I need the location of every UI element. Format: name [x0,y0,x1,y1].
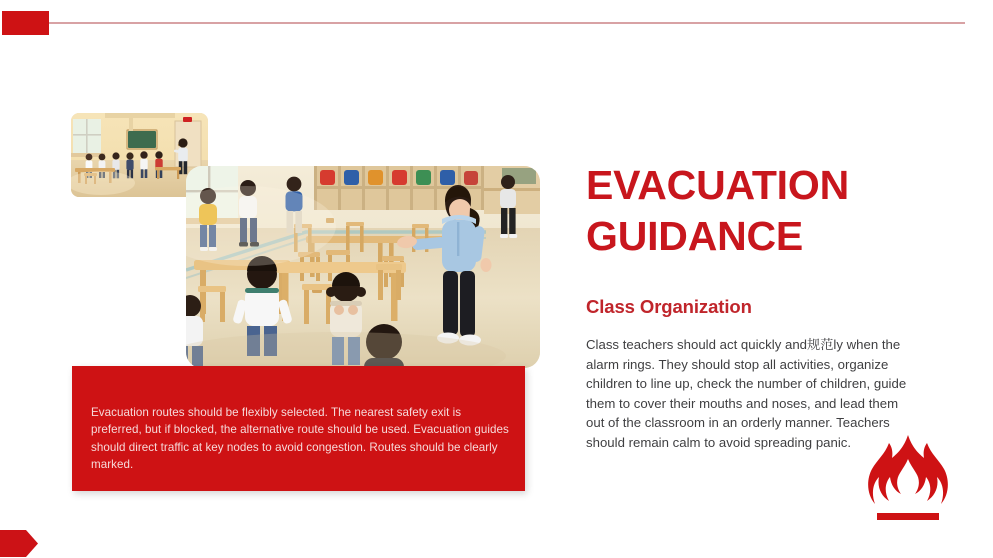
section-body-text: Class teachers should act quickly and规范ly when the alarm rings. They should stop all activities, organize children to line up, check the number of children, guide them to cover their mouths and noses, and lead them out of the classroom in an orderly manner. Teachers should remain calm to avoid spreading panic. [586,337,907,450]
content-column [586,160,926,452]
section-subtitle: Class Organization [586,296,752,317]
classroom-photo-large [186,166,540,368]
bottom-left-arrow [0,530,38,557]
callout-text: Evacuation routes should be flexibly selected. The nearest safety exit is preferred, but if blocked, the alternative route should be used. Evacuation guides should direct traffic at key nodes to avoid congestion. Routes should be clearly marked. [91,405,509,472]
header-rule [49,22,965,24]
evacuation-routes-callout [72,366,525,491]
top-left-red-block [2,11,49,35]
page-title: EVACUATION GUIDANCE [586,162,849,259]
flame-icon [863,433,953,529]
